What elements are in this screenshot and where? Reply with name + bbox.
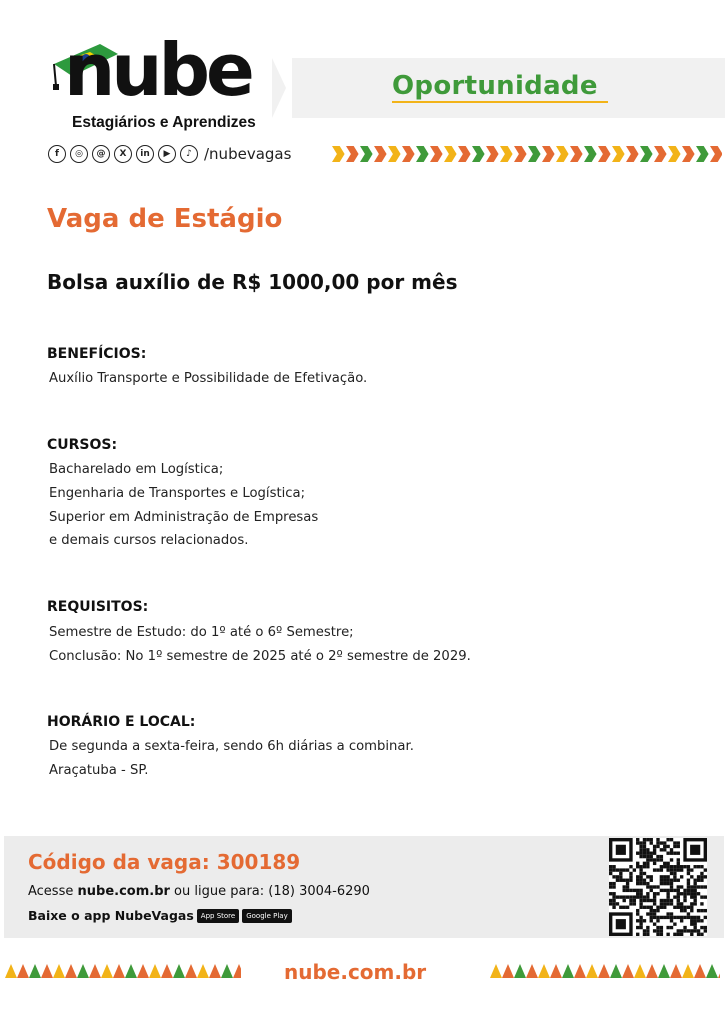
- threads-icon[interactable]: @: [92, 145, 110, 163]
- app-store-badge[interactable]: App Store: [197, 909, 239, 923]
- social-links: [48, 143, 291, 165]
- facebook-icon[interactable]: f: [48, 145, 66, 163]
- job-code: Código da vaga: 300189: [28, 850, 301, 874]
- instagram-icon[interactable]: ◎: [70, 145, 88, 163]
- courses-heading: CURSOS:: [47, 437, 118, 453]
- decorative-chevron-stripe: [490, 962, 720, 978]
- tiktok-icon[interactable]: ♪: [180, 145, 198, 163]
- stipend-text: Bolsa auxílio de R$ 1000,00 por mês: [47, 270, 458, 294]
- qr-code: [609, 838, 707, 936]
- course-line: Superior em Administração de Empresas: [49, 510, 319, 525]
- nube-logo: [50, 28, 260, 137]
- requirements-heading: REQUISITOS:: [47, 599, 149, 615]
- benefits-heading: BENEFÍCIOS:: [47, 346, 147, 362]
- opportunity-banner: [272, 58, 725, 118]
- schedule-heading: HORÁRIO E LOCAL:: [47, 714, 196, 730]
- schedule-line: De segunda a sexta-feira, sendo 6h diárias a combinar.: [49, 739, 414, 754]
- decorative-chevron-stripe: [5, 962, 241, 978]
- benefits-line: Auxílio Transporte e Possibilidade de Efetivação.: [49, 371, 368, 386]
- access-text: Acesse nube.com.br ou ligue para: (18) 3004-6290: [28, 884, 370, 899]
- footer-site-link[interactable]: nube.com.br: [284, 960, 427, 984]
- logo-wordmark: nube: [64, 28, 251, 112]
- job-code-panel: [4, 836, 724, 938]
- job-title: Vaga de Estágio: [47, 204, 283, 234]
- course-line: Bacharelado em Logística;: [49, 462, 224, 477]
- decorative-chevron-stripe: [332, 146, 722, 162]
- app-label: Baixe o app NubeVagas: [28, 908, 194, 923]
- x-icon[interactable]: X: [114, 145, 132, 163]
- course-line: Engenharia de Transportes e Logística;: [49, 486, 306, 501]
- requirement-line: Conclusão: No 1º semestre de 2025 até o 2º semestre de 2029.: [49, 649, 471, 664]
- requirement-line: Semestre de Estudo: do 1º até o 6º Semestre;: [49, 625, 354, 640]
- location-line: Araçatuba - SP.: [49, 763, 149, 778]
- youtube-icon[interactable]: ▶: [158, 145, 176, 163]
- social-handle[interactable]: /nubevagas: [204, 145, 292, 163]
- site-link[interactable]: nube.com.br: [77, 884, 170, 899]
- logo-subtitle: Estagiários e Aprendizes: [72, 114, 256, 131]
- google-play-badge[interactable]: Google Play: [242, 909, 292, 923]
- app-download-row: [28, 908, 292, 923]
- banner-title: Oportunidade: [392, 71, 598, 101]
- course-line: e demais cursos relacionados.: [49, 533, 249, 548]
- banner-underline: [392, 101, 608, 103]
- linkedin-icon[interactable]: in: [136, 145, 154, 163]
